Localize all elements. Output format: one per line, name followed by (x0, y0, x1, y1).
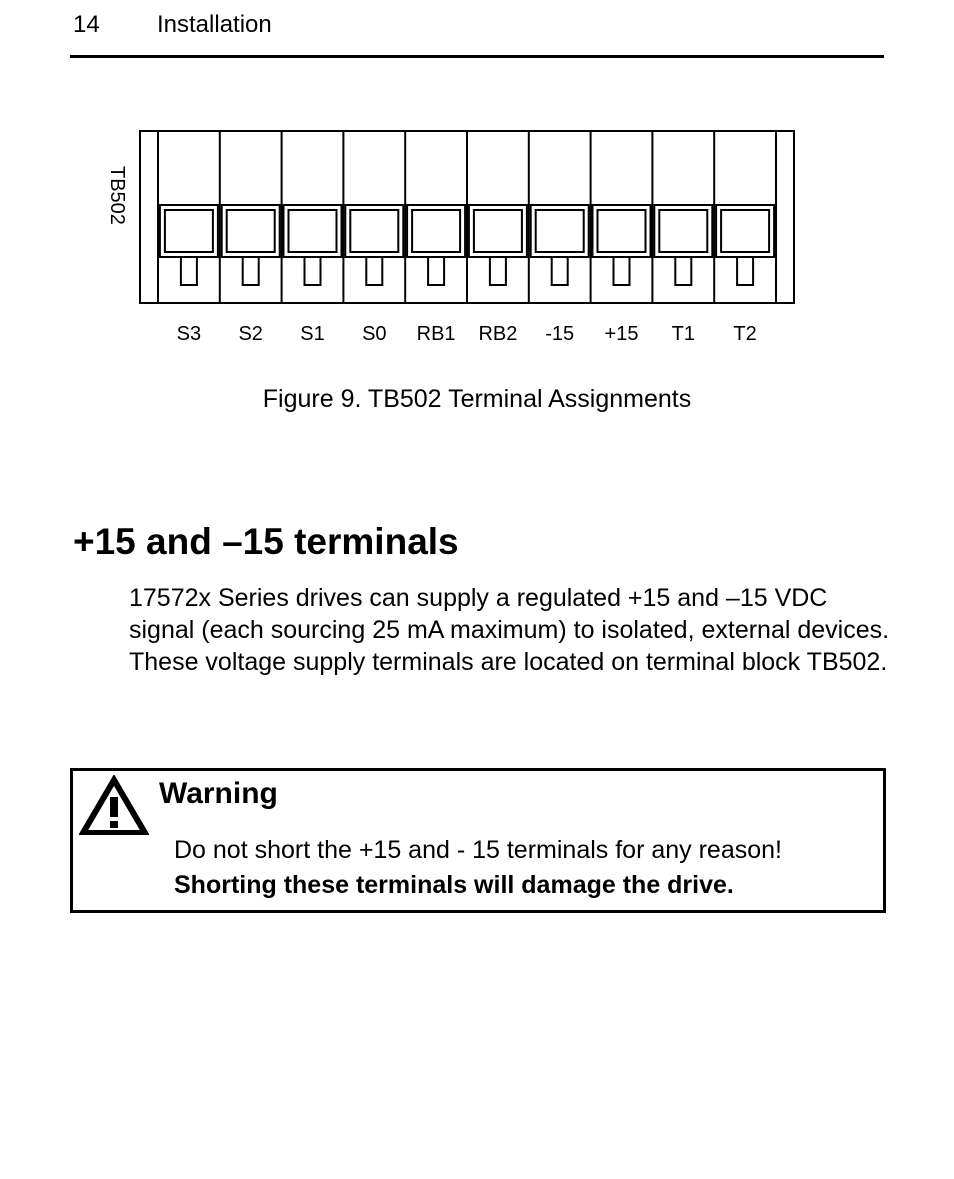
terminal-wire-entry (737, 257, 753, 285)
terminal-clamp-outer (469, 205, 527, 257)
terminal-10 (714, 131, 774, 345)
terminal-2 (220, 131, 280, 345)
terminal-screw-window (474, 210, 522, 252)
terminal-label: RB2 (478, 323, 518, 345)
terminal-9 (652, 131, 712, 345)
terminal-5 (405, 131, 465, 345)
terminal-screw-window (165, 210, 213, 252)
terminal-8 (591, 131, 651, 345)
terminal-wire-entry (366, 257, 382, 285)
terminal-label: T1 (671, 323, 695, 345)
terminal-label: S0 (362, 323, 387, 345)
terminal-clamp-outer (407, 205, 465, 257)
terminal-block-label: TB502 (106, 166, 128, 225)
terminal-wire-entry (428, 257, 444, 285)
terminal-clamp-outer (222, 205, 280, 257)
terminal-clamp-outer (345, 205, 403, 257)
terminal-label: -15 (545, 323, 575, 345)
terminal-screw-window (536, 210, 584, 252)
terminal-wire-entry (305, 257, 321, 285)
terminal-screw-window (350, 210, 398, 252)
terminal-wire-entry (552, 257, 568, 285)
warning-text: Do not short the +15 and - 15 terminals for any reason! (174, 836, 782, 864)
terminal-screw-window (289, 210, 337, 252)
section-body-text: 17572x Series drives can supply a regulated +15 and –15 VDC signal (each sourcing 25 mA maximum) to isolated, external devices. These voltage supply terminals are located on terminal block TB502. (129, 584, 890, 676)
terminal-clamp-outer (160, 205, 218, 257)
warning-emphasis: Shorting these terminals will damage the drive. (174, 871, 734, 899)
terminal-label: S1 (300, 323, 325, 345)
terminal-screw-window (227, 210, 275, 252)
terminal-wire-entry (490, 257, 506, 285)
running-header-title: Installation (157, 11, 272, 38)
terminal-clamp-outer (716, 205, 774, 257)
terminal-screw-window (412, 210, 460, 252)
terminal-label: +15 (604, 323, 639, 345)
warning-box (70, 768, 886, 913)
terminal-group (160, 131, 774, 345)
terminal-clamp-outer (593, 205, 651, 257)
page-number: 14 (73, 11, 100, 38)
terminal-wire-entry (243, 257, 259, 285)
terminal-label: T2 (733, 323, 757, 345)
warning-title: Warning (159, 777, 278, 810)
terminal-clamp-outer (531, 205, 589, 257)
terminal-block-diagram (0, 0, 954, 380)
terminal-7 (529, 131, 589, 345)
terminal-screw-window (598, 210, 646, 252)
terminal-clamp-outer (284, 205, 342, 257)
figure-caption: Figure 9. TB502 Terminal Assignments (262, 385, 692, 413)
terminal-label: RB1 (416, 323, 456, 345)
terminal-wire-entry (181, 257, 197, 285)
terminal-6 (467, 131, 527, 345)
terminal-screw-window (721, 210, 769, 252)
terminal-wire-entry (675, 257, 691, 285)
terminal-block-figure (0, 0, 954, 440)
terminal-1 (160, 205, 218, 345)
warning-triangle-icon (79, 775, 149, 835)
terminal-4 (343, 131, 403, 345)
terminal-label: S2 (238, 323, 263, 345)
terminal-clamp-outer (654, 205, 712, 257)
terminal-screw-window (659, 210, 707, 252)
terminal-label: S3 (176, 323, 202, 345)
section-heading: +15 and –15 terminals (73, 521, 459, 562)
terminal-3 (282, 131, 342, 345)
terminal-wire-entry (614, 257, 630, 285)
